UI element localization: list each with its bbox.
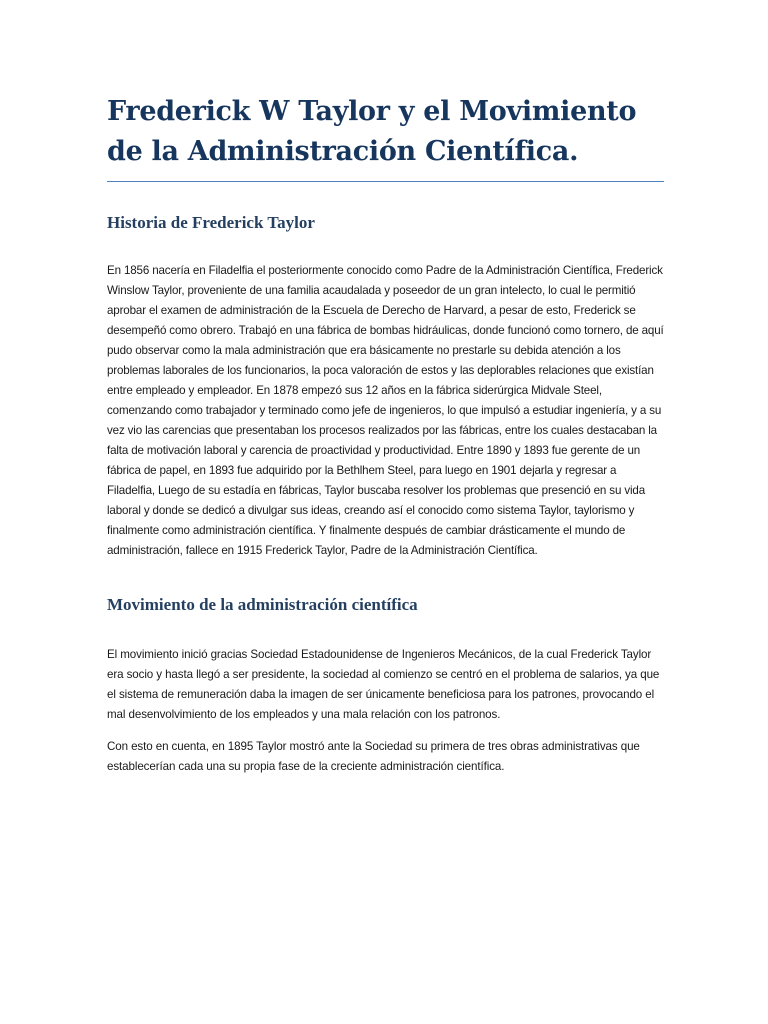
section-heading-history: Historia de Frederick Taylor [107,213,315,232]
document-page [107,92,664,777]
document-title-line-1: Frederick W Taylor y el Movimiento [107,96,637,127]
paragraph-movement-works: Con esto en cuenta, en 1895 Taylor mostró ante la Sociedad su primera de tres obras administrativas que establecerían cada una su propia fase de la creciente administración científica. [107,740,640,773]
paragraph-history: En 1856 nacería en Filadelfia el posteriormente conocido como Padre de la Administración Científica, Frederick Winslow Taylor, proveniente de una familia acaudalada y poseedor de un gran intelecto, lo cual le permitió aprobar el examen de administración de la Escuela de Derecho de Harvard, a pesar de esto, Frederick se desempeñó como obrero. Trabajó en una fábrica de bombas hidráulicas, donde funcionó como tornero, de aquí pudo observar como la mala administración que era básicamente no prestarle su debida atención a los problemas laborales de los funcionarios, la poca valoración de estos y las deplorables relaciones que existían entre empleado y empleador. En 1878 empezó sus 12 años en la fábrica siderúrgica Midvale Steel, comenzando como trabajador y terminado como jefe de ingenieros, lo que impulsó a estudiar ingeniería, y a su vez vio las carencias que presentaban los procesos realizados por las fábricas, entre los cuales destacaban la falta de motivación laboral y carencia de proactividad y productividad. Entre 1890 y 1893 fue gerente de un fábrica de papel, en 1893 fue adquirido por la Bethlhem Steel, para luego en 1901 dejarla y regresar a Filadelfia, Luego de su estadía en fábricas, Taylor buscaba resolver los problemas que presenció en su vida laboral y donde se dedicó a divulgar sus ideas, creando así el conocido como sistema Taylor, taylorismo y finalmente como administración científica. Y finalmente después de cambiar drásticamente el mundo de administración, fallece en 1915 Frederick Taylor, Padre de la Administración Científica. [107,264,664,557]
document-title-line-2: de la Administración Científica. [107,136,579,167]
paragraph-movement-origin: El movimiento inició gracias Sociedad Estadounidense de Ingenieros Mecánicos, de la cual Frederick Taylor era socio y hasta llegó a ser presidente, la sociedad al comienzo se centró en el problema de salarios, ya que el sistema de remuneración daba la imagen de ser únicamente beneficiosa para los patrones, provocando el mal desenvolvimiento de los empleados y una mala relación con los patronos. [107,648,660,721]
section-heading-movement: Movimiento de la administración científica [107,595,418,614]
document-title [107,92,664,182]
